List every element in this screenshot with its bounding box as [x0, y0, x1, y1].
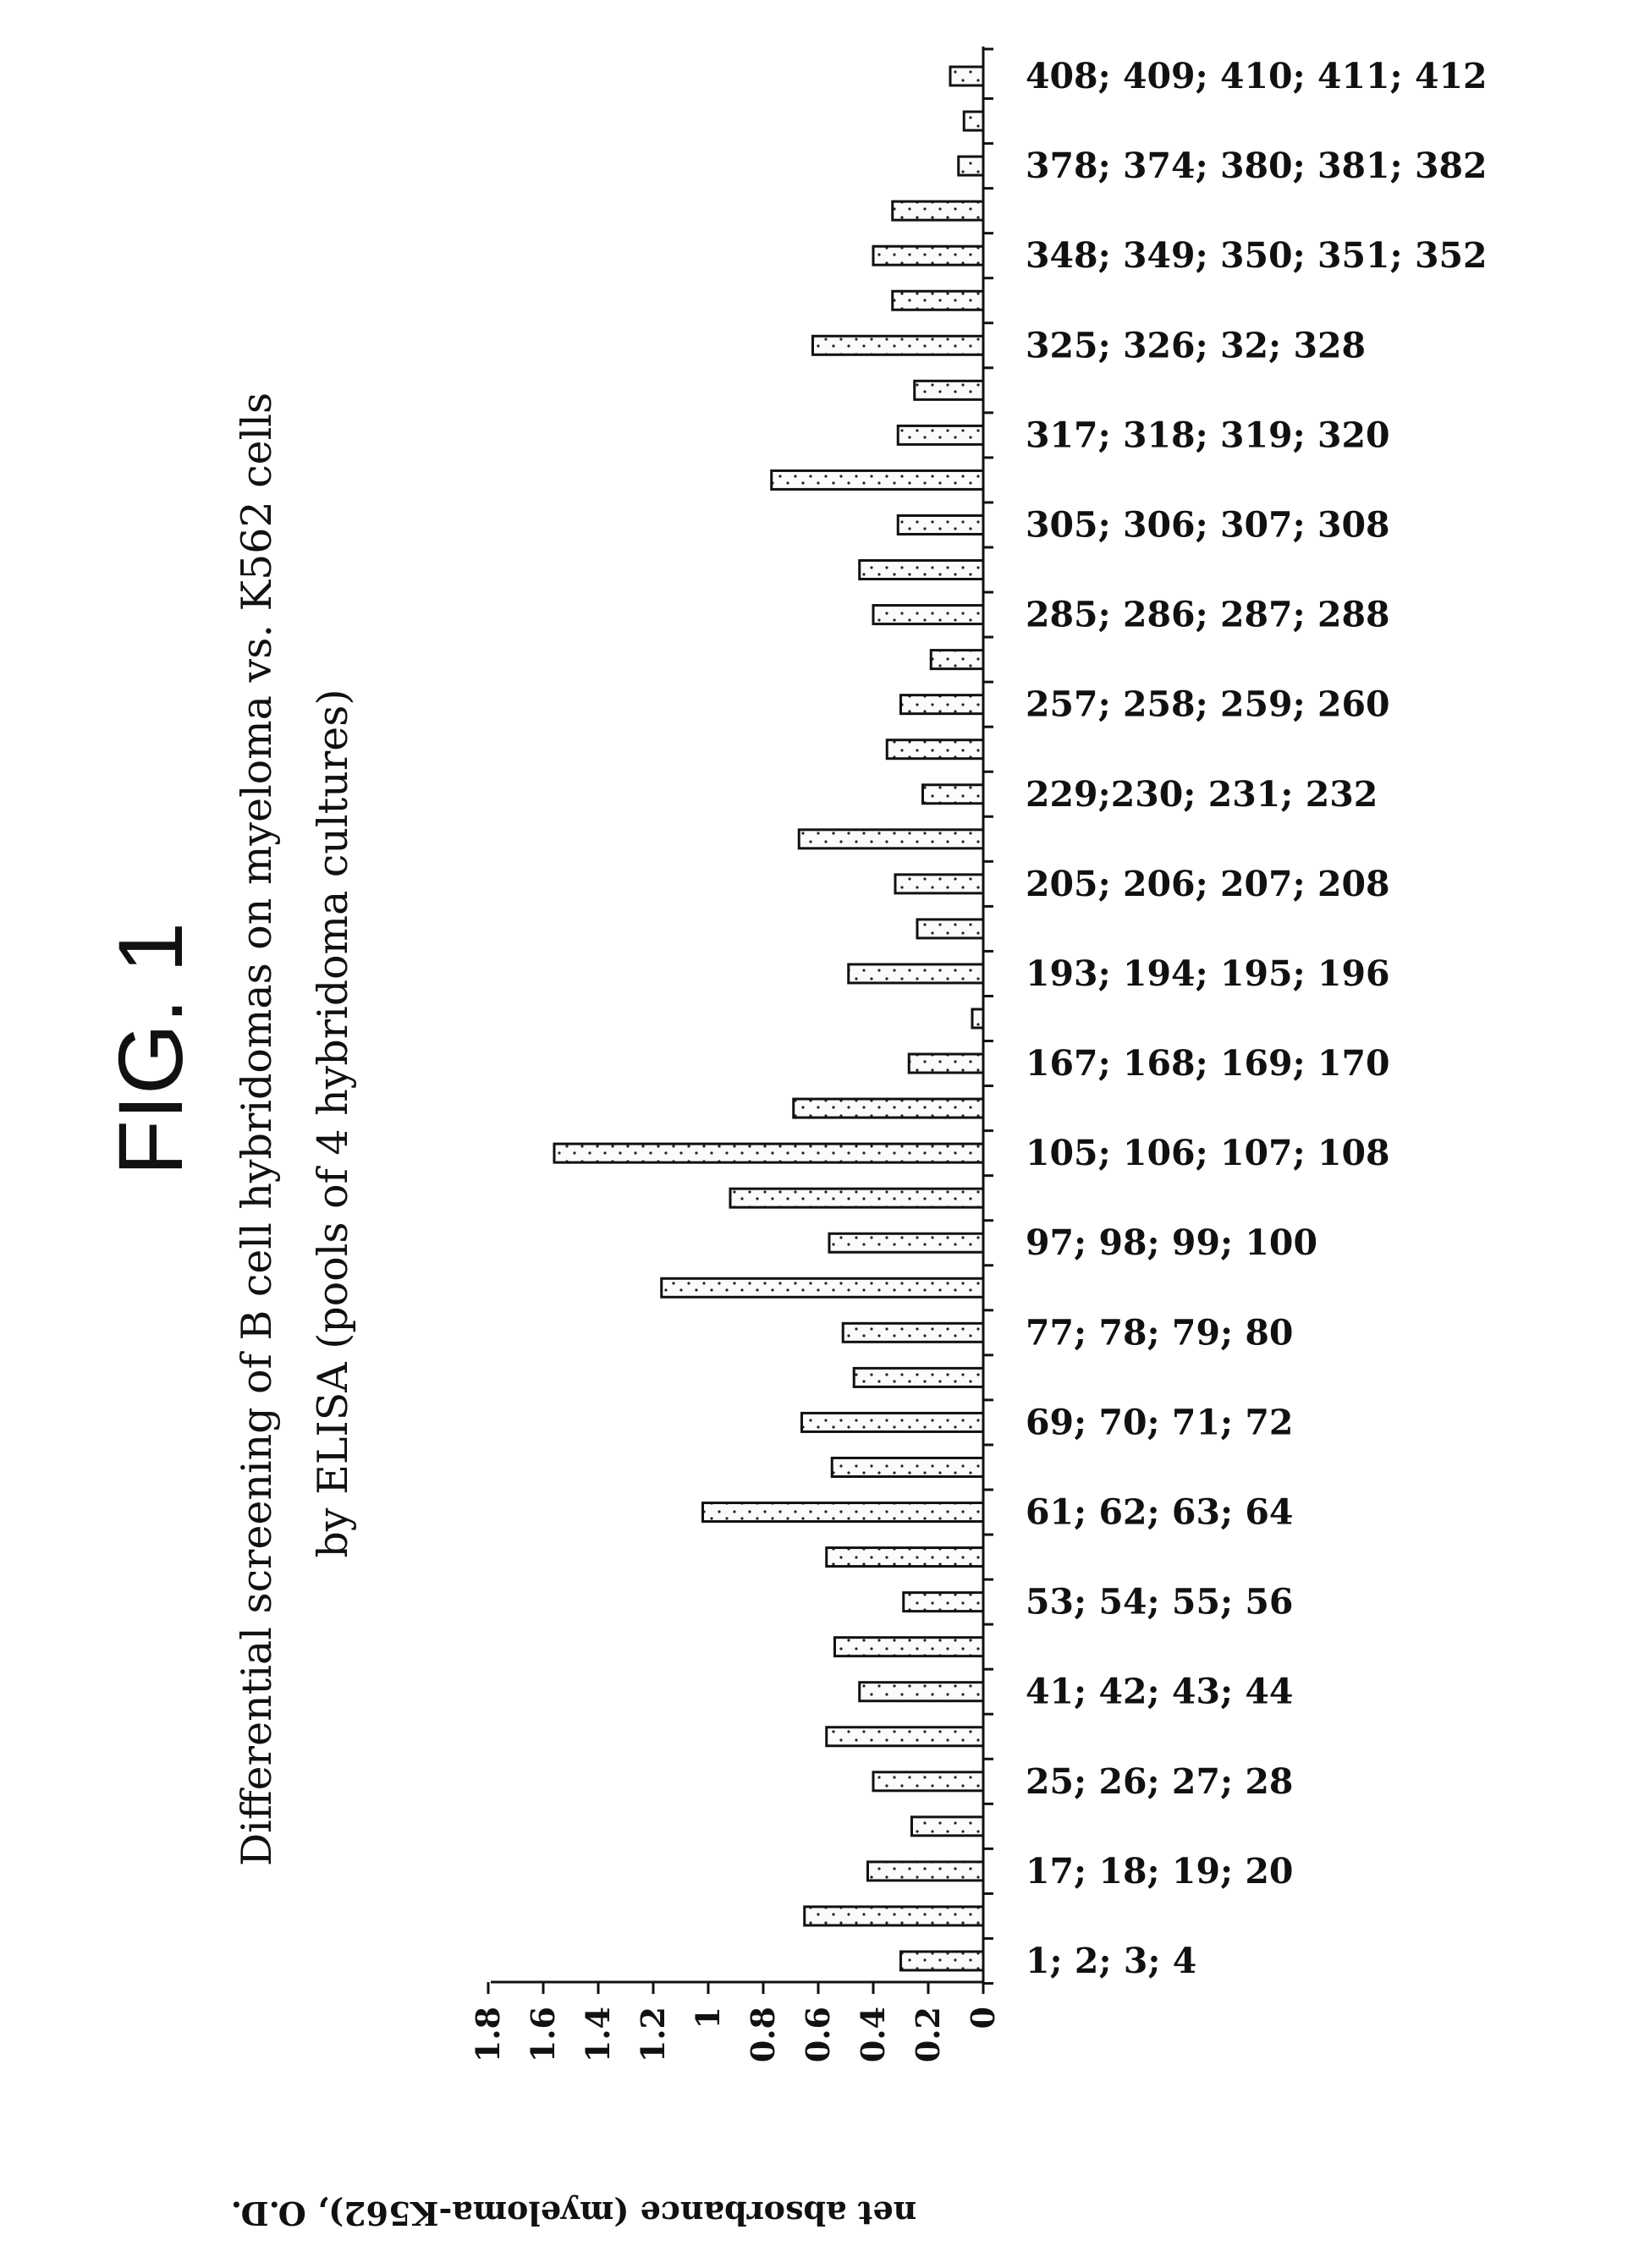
- bar: [901, 1952, 984, 1970]
- bar: [909, 1054, 983, 1073]
- category-label: 105; 106; 107; 108: [1026, 1133, 1390, 1173]
- bar: [950, 67, 983, 85]
- category-label: 205; 206; 207; 208: [1026, 864, 1390, 904]
- bar: [898, 426, 983, 444]
- bar: [703, 1503, 984, 1522]
- category-label: 317; 318; 319; 320: [1026, 415, 1390, 455]
- bar: [901, 695, 984, 714]
- figure-label: FIG. 1: [99, 922, 201, 1176]
- category-label: 53; 54; 55; 56: [1026, 1582, 1293, 1623]
- value-tick-label: 1.6: [524, 2007, 562, 2062]
- chart-svg: [0, 0, 1639, 2268]
- bar: [959, 157, 983, 175]
- bar: [904, 1593, 983, 1612]
- bar: [868, 1862, 984, 1881]
- bars-group: [554, 49, 993, 1984]
- category-label: 229;230; 231; 232: [1026, 774, 1378, 815]
- category-label: 41; 42; 43; 44: [1026, 1672, 1293, 1712]
- bar: [799, 830, 983, 848]
- category-label: 325; 326; 32; 328: [1026, 325, 1366, 365]
- bar: [895, 875, 983, 893]
- value-tick-label: 0: [964, 2007, 1002, 2029]
- bar: [813, 336, 984, 354]
- value-tick-label: 0.2: [909, 2007, 947, 2062]
- bar: [854, 1368, 983, 1387]
- value-tick-label: 1.8: [469, 2007, 507, 2062]
- x-axis-title: net absorbance (myeloma-K562), O.D.: [231, 2194, 916, 2232]
- bar: [893, 291, 983, 310]
- category-label: 61; 62; 63; 64: [1026, 1492, 1293, 1533]
- bar: [931, 651, 983, 669]
- category-label: 1; 2; 3; 4: [1026, 1941, 1196, 1981]
- bar: [829, 1233, 983, 1252]
- category-label: 77; 78; 79; 80: [1026, 1312, 1293, 1353]
- category-label: 25; 26; 27; 28: [1026, 1761, 1293, 1802]
- category-label: 97; 98; 99; 100: [1026, 1222, 1317, 1263]
- bar: [662, 1278, 983, 1297]
- bar: [893, 201, 983, 220]
- bar: [873, 246, 983, 265]
- chart-title: Differential screening of B cell hybridomas on myeloma vs. K562 cells: [233, 393, 281, 1866]
- value-tick-label: 1: [689, 2007, 727, 2029]
- category-labels-group: [1026, 56, 1488, 1981]
- value-tick-label: 0.6: [799, 2007, 837, 2062]
- category-label: 408; 409; 410; 411; 412: [1026, 56, 1488, 96]
- category-label: 193; 194; 195; 196: [1026, 953, 1390, 994]
- bar: [915, 381, 983, 399]
- bar: [873, 1772, 983, 1791]
- bar: [827, 1727, 983, 1746]
- bar: [873, 606, 983, 624]
- bar: [835, 1638, 984, 1656]
- category-label: 17; 18; 19; 20: [1026, 1851, 1293, 1892]
- bar: [843, 1323, 983, 1342]
- bar: [917, 920, 983, 938]
- bar: [827, 1548, 983, 1567]
- bar: [730, 1189, 983, 1207]
- bar: [923, 785, 984, 804]
- bar: [832, 1458, 983, 1476]
- category-label: 348; 349; 350; 351; 352: [1026, 235, 1488, 276]
- value-ticks-group: [469, 1982, 1002, 2062]
- value-tick-label: 1.2: [634, 2007, 672, 2062]
- category-label: 69; 70; 71; 72: [1026, 1402, 1293, 1442]
- category-label: 257; 258; 259; 260: [1026, 684, 1390, 725]
- bar: [912, 1817, 984, 1836]
- bar: [849, 964, 983, 983]
- bar: [794, 1099, 983, 1118]
- category-label: 167; 168; 169; 170: [1026, 1043, 1390, 1084]
- value-tick-label: 0.4: [854, 2007, 892, 2062]
- bar: [860, 561, 983, 579]
- bar: [972, 1009, 983, 1028]
- category-label: 285; 286; 287; 288: [1026, 595, 1390, 635]
- bar: [860, 1683, 983, 1701]
- bar: [964, 112, 983, 130]
- category-label: 305; 306; 307; 308: [1026, 504, 1390, 545]
- bar: [898, 515, 983, 534]
- value-tick-label: 1.4: [579, 2007, 617, 2062]
- value-tick-label: 0.8: [744, 2007, 782, 2062]
- bar: [802, 1413, 984, 1431]
- bar: [772, 470, 983, 489]
- bar: [554, 1144, 983, 1162]
- bar: [887, 740, 983, 759]
- bar: [805, 1907, 983, 1925]
- category-label: 378; 374; 380; 381; 382: [1026, 146, 1488, 186]
- chart-subtitle: by ELISA (pools of 4 hybridoma cultures): [309, 689, 357, 1557]
